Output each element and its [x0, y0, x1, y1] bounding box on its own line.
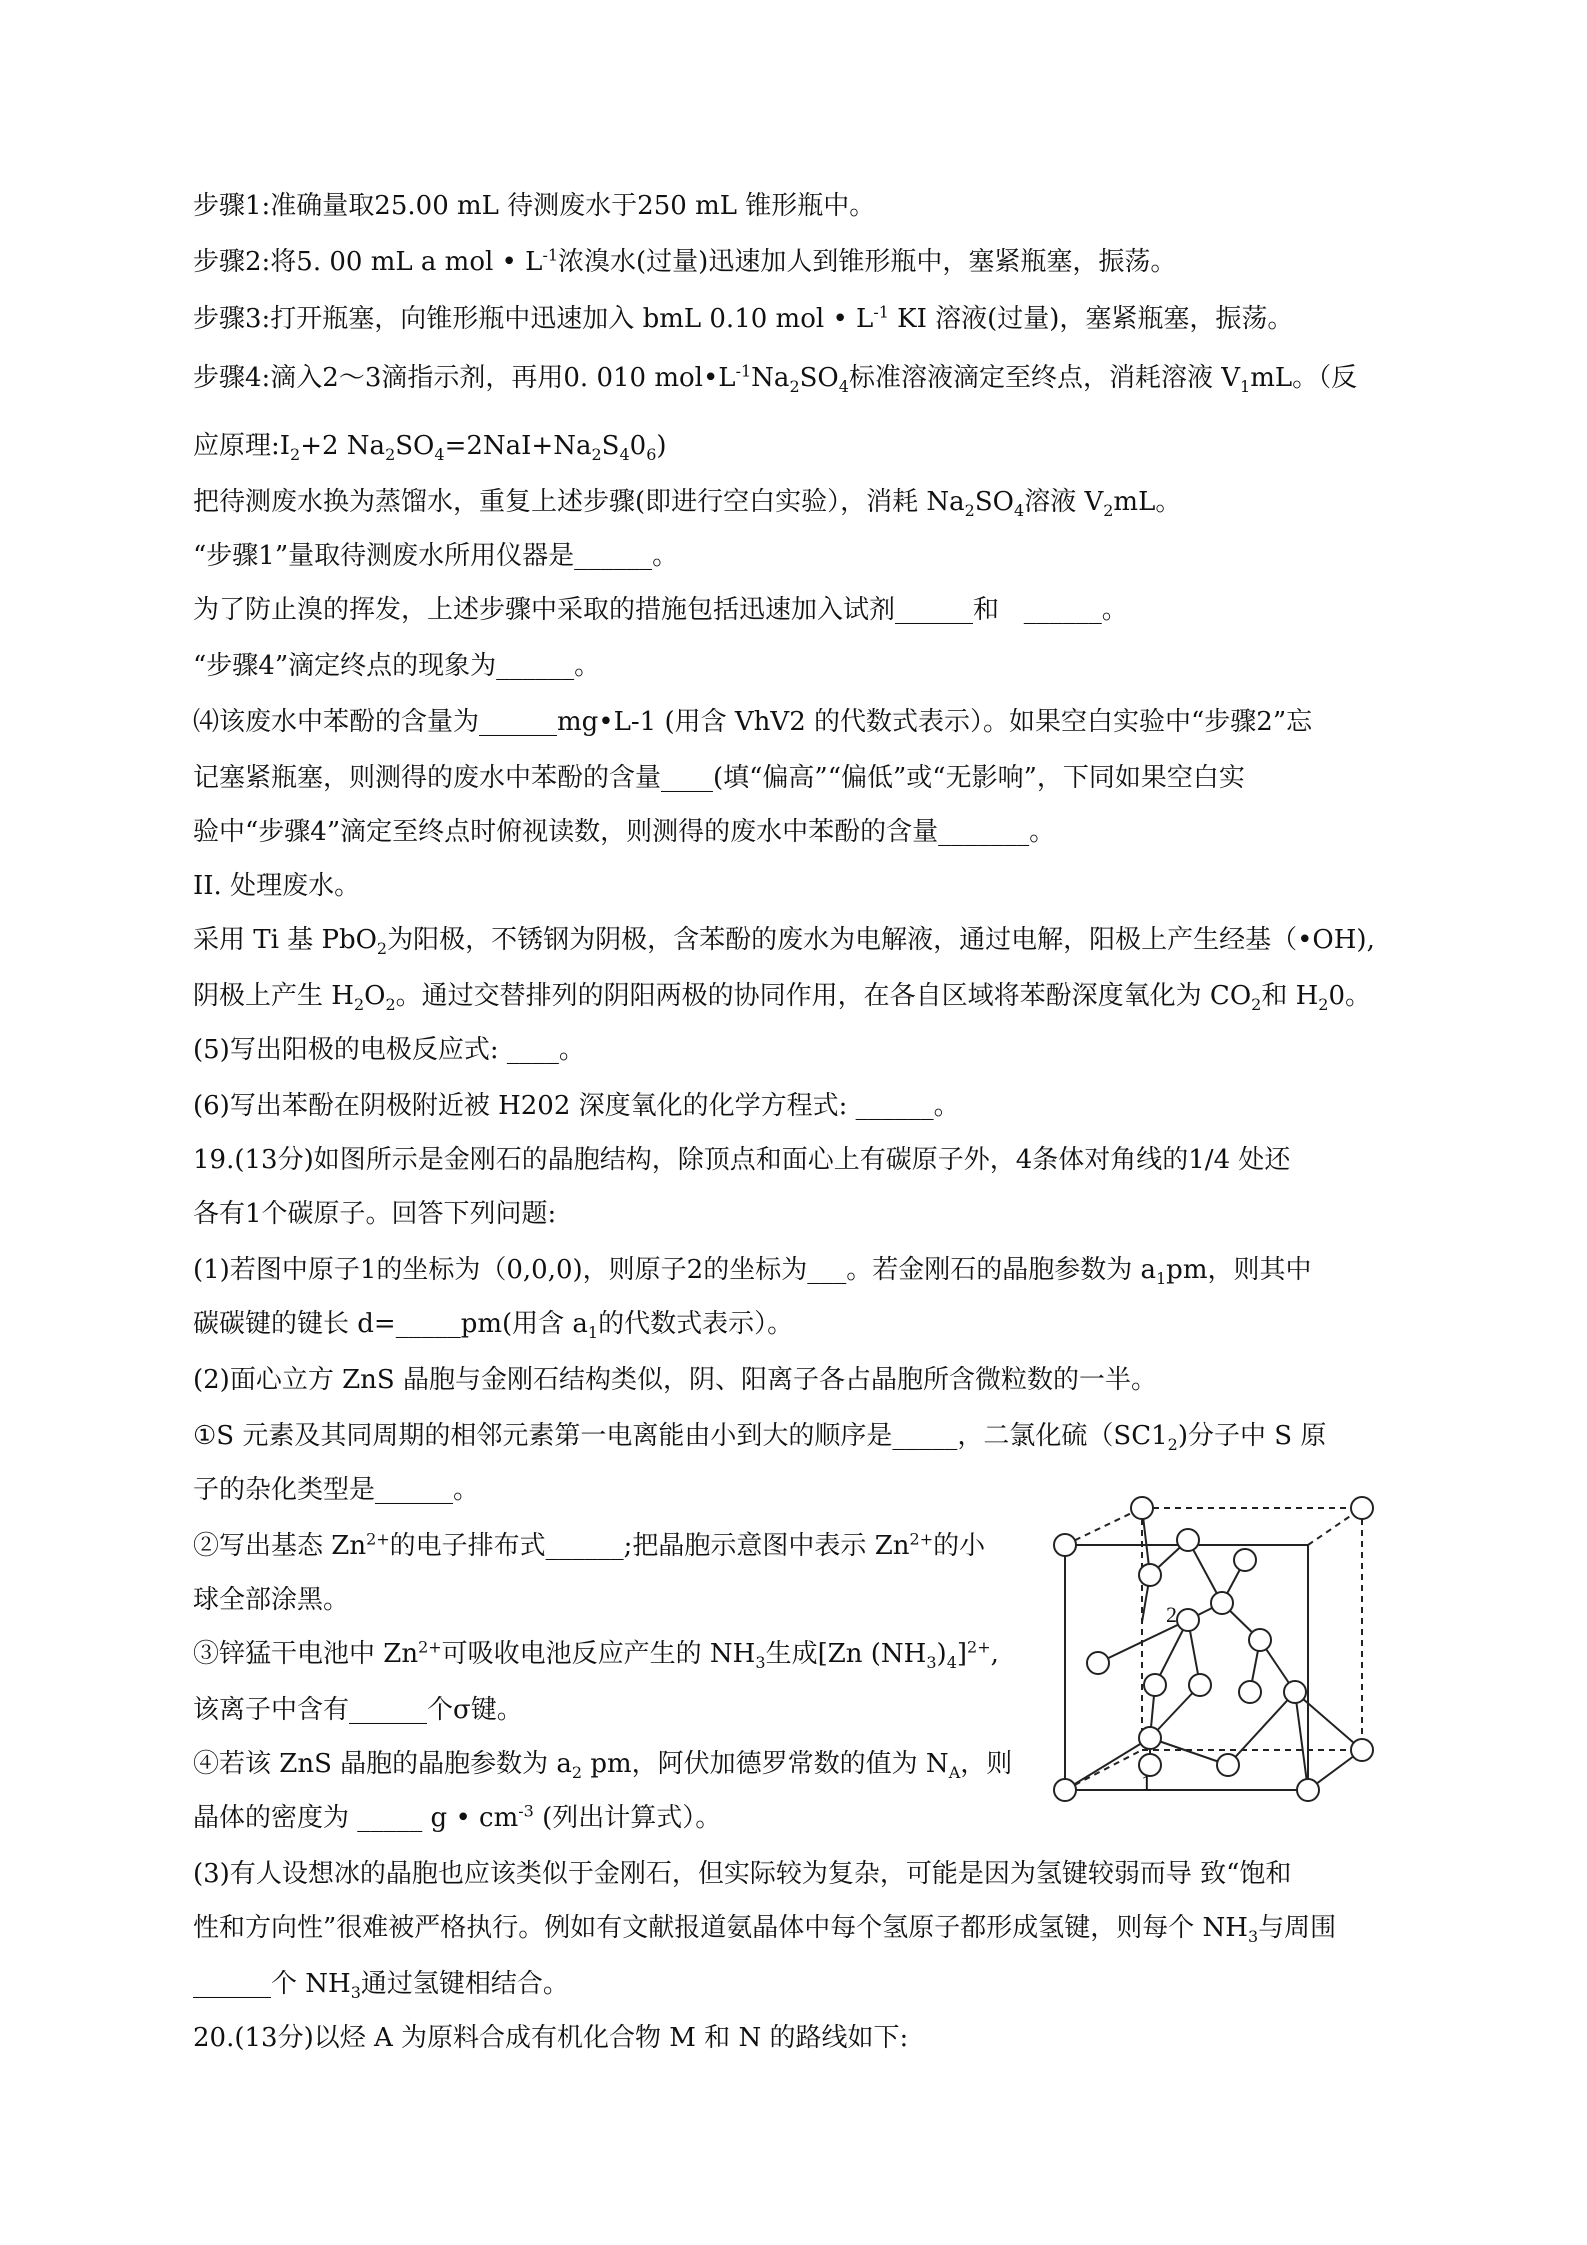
atom — [1249, 1629, 1271, 1651]
q19-part1-line-2: 碳碳键的键长 d=_____pm(用含 $a_1$的代数式表示）。 — [193, 1309, 794, 1343]
atom — [1297, 1779, 1319, 1801]
step2-line: 步骤2:将5. 00 mL a mol • $L^{-1}$浓溴水(过量)迅速加人到锥形瓶中，塞紧瓶塞，振荡。 — [193, 245, 1177, 277]
bond — [1295, 1692, 1362, 1750]
section-2-heading: II. 处理废水。 — [193, 871, 361, 901]
question-4-line-2: 记塞紧瓶塞，则测得的废水中苯酚的含量____(填“偏高”“偏低”或“无影响”，下同如果空白实 — [193, 763, 1245, 793]
atom — [1351, 1497, 1373, 1519]
q19-intro-line-1: 19.(13分)如图所示是金刚石的晶胞结构，除顶点和面心上有碳原子外，4条体对角线的1/4 处还 — [193, 1145, 1291, 1175]
question-1: “步骤1”量取待测废水所用仪器是______。 — [193, 541, 679, 571]
q19-part2-item1-line-2: 子的杂化类型是______。 — [193, 1475, 480, 1505]
bond — [1065, 1738, 1150, 1790]
bond — [1228, 1692, 1295, 1765]
q19-part3-line-3: ______个 $NH_3$通过氢键相结合。 — [193, 1969, 569, 2003]
atom — [1087, 1652, 1109, 1674]
q20-intro: 20.(13分)以烃 A 为原料合成有机化合物 M 和 N 的路线如下: — [193, 2023, 909, 2053]
cell-edge — [1065, 1508, 1142, 1545]
diamond-unit-cell-figure — [1040, 1480, 1380, 1810]
step4-line: 步骤4:滴入2～3滴指示剂，再用0. 010 $mol•L^{-1}Na_2SO_4$标准溶液滴定至终点，消耗溶液 $V_1mL$。（反 — [193, 361, 1358, 397]
blank-experiment-line: 把待测废水换为蒸馏水，重复上述步骤(即进行空白实验），消耗 $Na_2SO_4$溶液 $V_2mL$。 — [193, 487, 1182, 521]
q19-part3-line-2: 性和方向性”很难被严格执行。例如有文献报道氨晶体中每个氢原子都形成氢键，则每个 $NH_3$与周围 — [193, 1913, 1337, 1947]
q19-part2-item3-line-1: ③锌猛干电池中 $Zn^{2+}$可吸收电池反应产生的 $NH_3$生成[Zn $(NH_3)_4]^{2+}$, — [193, 1637, 999, 1673]
atom — [1234, 1549, 1256, 1571]
atom — [1139, 1564, 1161, 1586]
atom — [1351, 1739, 1373, 1761]
atom — [1131, 1497, 1153, 1519]
question-2: 为了防止溴的挥发，上述步骤中采取的措施包括迅速加入试剂______和 ______。 — [193, 595, 1128, 625]
bond — [1150, 1738, 1228, 1765]
atom — [1177, 1609, 1199, 1631]
atom — [1217, 1754, 1239, 1776]
q19-part2-item4-line-1: ④若该 ZnS 晶胞的晶胞参数为 $a_2$ pm，阿伏加德罗常数的值为 $N_A$，则 — [193, 1749, 1013, 1783]
atom — [1144, 1674, 1166, 1696]
q19-part2-intro: (2)面心立方 ZnS 晶胞与金刚石结构类似，阴、阳离子各占晶胞所含微粒数的一半。 — [193, 1365, 1157, 1395]
atom — [1284, 1681, 1306, 1703]
question-4-line-1: ⑷该废水中苯酚的含量为______mg•L-1 (用含 VhV2 的代数式表示）。如果空白实验中“步骤2”忘 — [193, 707, 1313, 737]
atom — [1211, 1592, 1233, 1614]
atom — [1177, 1529, 1199, 1551]
question-5: (5)写出阳极的电极反应式: ____。 — [193, 1035, 585, 1065]
atom — [1054, 1779, 1076, 1801]
question-4-line-3: 验中“步骤4”滴定至终点时俯视读数，则测得的废水中苯酚的含量_______。 — [193, 817, 1056, 847]
atom-label-2: 2 — [1166, 1602, 1177, 1627]
step1-line: 步骤1:准确量取25.00 mL 待测废水于250 mL 锥形瓶中。 — [193, 191, 876, 221]
q19-part2-item1-line-1: ①S 元素及其同周期的相邻元素第一电离能由小到大的顺序是_____，二氯化硫$(SC1_2)$分子中 S 原 — [193, 1421, 1327, 1455]
atom-label-1: 1 — [1141, 1770, 1152, 1795]
q19-part2-item4-line-2: 晶体的密度为 _____ g • $cm^{-3}$ (列出计算式）。 — [193, 1801, 722, 1833]
atom — [1139, 1727, 1161, 1749]
step3-line: 步骤3:打开瓶塞，向锥形瓶中迅速加入 bmL 0.10 mol • $L^{-1}$ KI 溶液(过量)，塞紧瓶塞，振荡。 — [193, 302, 1294, 334]
atom — [1054, 1534, 1076, 1556]
bond — [1295, 1692, 1308, 1790]
q19-intro-line-2: 各有1个碳原子。回答下列问题: — [193, 1199, 557, 1229]
q19-part2-item3-line-2: 该离子中含有______个σ键。 — [193, 1695, 523, 1725]
q19-part2-item2-line-2: 球全部涂黑。 — [193, 1585, 350, 1615]
atom — [1189, 1674, 1211, 1696]
q19-part1-line-1: (1)若图中原子1的坐标为（0,0,0)，则原子2的坐标为___。若金刚石的晶胞参数为 $a_1pm$，则其中 — [193, 1255, 1312, 1289]
q19-part2-item2-line-1: ②写出基态 $Zn^{2+}$的电子排布式______;把晶胞示意图中表示 $Zn^{2+}$的小 — [193, 1529, 986, 1561]
atom — [1239, 1681, 1261, 1703]
question-3: “步骤4”滴定终点的现象为______。 — [193, 651, 601, 681]
question-6: (6)写出苯酚在阴极附近被 H202 深度氧化的化学方程式: ______。 — [193, 1091, 960, 1121]
reaction-principle-line: 应原理$:I_2+2$ $Na_2SO_4=2NaI+Na_2S_40_6$) — [193, 431, 667, 465]
q19-part3-line-1: (3)有人设想冰的晶胞也应该类似于金刚石，但实际较为复杂，可能是因为氢键较弱而导 致“饱和 — [193, 1859, 1292, 1889]
electrolysis-line-1: 采用 Ti 基 PbO$_2$为阳极，不锈钢为阴极，含苯酚的废水为电解液，通过电解，阳极上产生经基（•OH), — [193, 925, 1375, 959]
electrolysis-line-2: 阴极上产生 $H_2O_2$。通过交替排列的阴阳两极的协同作用，在各自区域将苯酚深度氧化为 $CO_2$和 $H_20$。 — [193, 981, 1372, 1015]
